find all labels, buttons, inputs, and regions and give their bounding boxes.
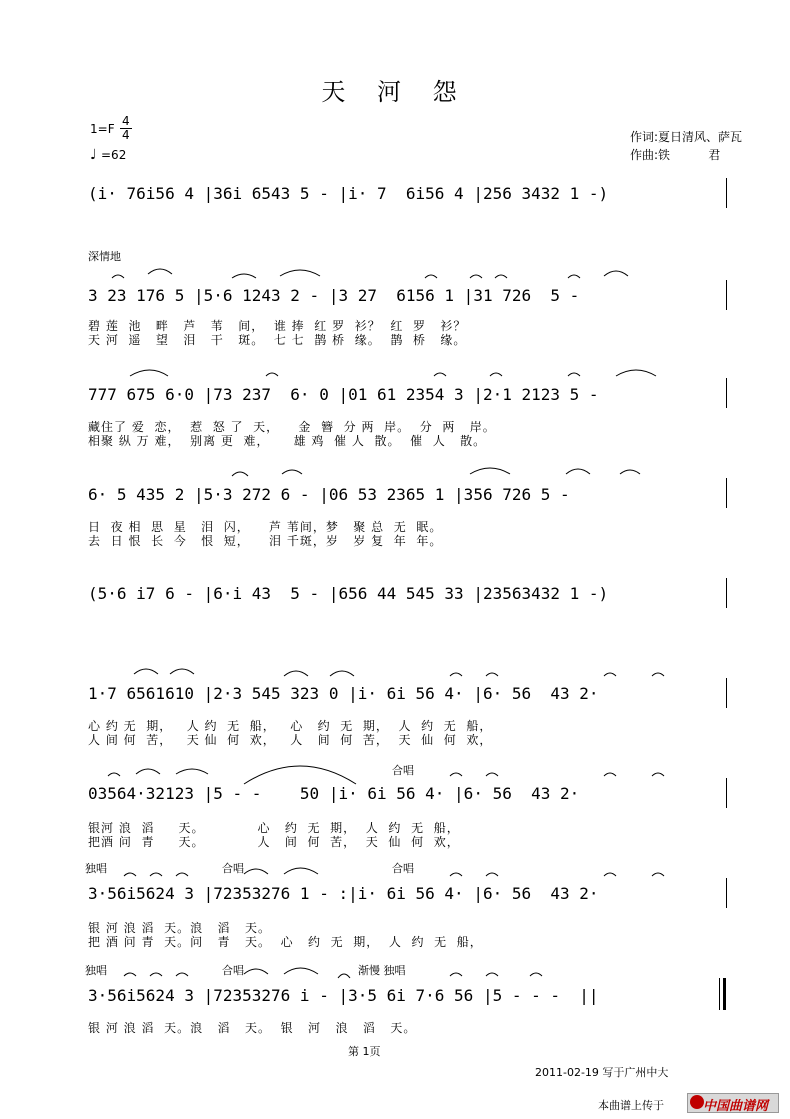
lyric-line: 把酒 问 青 天。 人 间 何 苦， 天 仙 何 欢，	[88, 835, 460, 849]
composition-date: 2011-02-19 写于广州中大	[535, 1066, 669, 1079]
lyric-line: 藏住了 爱 恋， 惹 怒 了 天， 金 簪 分 两 岸。 分 两 岸。	[88, 420, 496, 434]
lyric-line: 银河 浪 滔 天。 心 约 无 期， 人 约 无 船，	[88, 821, 460, 835]
bar-line	[726, 878, 727, 908]
solo-marking: 独唱	[85, 964, 107, 977]
lyric-line: 心 约 无 期， 人 约 无 船， 心 约 无 期， 人 约 无 船，	[88, 719, 493, 733]
notation-line: 6· 5 435 2 |5·3 272 6 - |06 53 2365 1 |356 726 5 -	[88, 485, 570, 504]
final-bar-thin	[719, 978, 720, 1010]
bar-line	[726, 378, 727, 408]
notation-line: 1·7 6561610 |2·3 545 323 0 |i· 6i 56 4· |6· 56 43 2·	[88, 684, 599, 703]
lyric-line: 人 间 何 苦， 天 仙 何 欢， 人 间 何 苦， 天 仙 何 欢，	[88, 733, 493, 747]
notation-line: 03564·32123 |5 - - 50 |i· 6i 56 4· |6· 56 43 2·	[88, 784, 580, 803]
bar-line	[726, 280, 727, 310]
lyric-line: 去 日 恨 长 今 恨 短， 泪 千斑，岁 岁 复 年 年。	[88, 534, 443, 548]
bar-line	[726, 578, 727, 608]
composer-credit: 作曲:铁 君	[630, 148, 721, 162]
page-number: 第 1页	[348, 1045, 381, 1058]
bar-line	[726, 178, 727, 208]
lyric-line: 把 酒 问 青 天。问 青 天。 心 约 无 期， 人 约 无 船，	[88, 935, 483, 949]
chorus-marking: 合唱	[392, 862, 414, 875]
bar-line	[726, 678, 727, 708]
time-sig-bottom: 4	[122, 128, 130, 142]
quarter-note-icon: ♩	[90, 147, 97, 163]
notation-line: 3·56i5624 3 |72353276 1 - :|i· 6i 56 4· |6· 56 43 2·	[88, 884, 599, 903]
lyric-line: 天 河 遥 望 泪 干 斑。 七 七 鹊 桥 缘。 鹊 桥 缘。	[88, 333, 467, 347]
solo-marking: 独唱	[85, 862, 107, 875]
brand-name: 中国曲谱网	[703, 1099, 769, 1114]
chorus-marking: 合唱	[392, 764, 414, 777]
bar-line	[726, 778, 727, 808]
lyric-line: 碧 莲 池 畔 芦 苇 间， 谁 捧 红 罗 衫？ 红 罗 衫？	[88, 319, 467, 333]
upload-note: 本曲谱上传于	[598, 1099, 664, 1112]
tempo-marking: 渐慢 独唱	[358, 964, 406, 977]
lyric-line: 日 夜 相 思 星 泪 闪， 芦 苇间，梦 聚 总 无 眠。	[88, 520, 443, 534]
brand-logo-icon	[690, 1095, 704, 1109]
lyric-line: 银 河 浪 滔 天。浪 滔 天。 银 河 浪 滔 天。	[88, 1021, 417, 1035]
notation-line: (5·6 i7 6 - |6·i 43 5 - |656 44 545 33 |23563432 1 -)	[88, 584, 609, 603]
notation-line: 777 675 6·0 |73 237 6· 0 |01 61 2354 3 |2·1 2123 5 -	[88, 385, 599, 404]
chorus-marking: 合唱	[222, 862, 244, 875]
page-title: 天 河 怨	[321, 78, 469, 106]
lyric-line: 银 河 浪 滔 天。浪 滔 天。	[88, 921, 271, 935]
lyricist-credit: 作词:夏日清风、萨瓦	[630, 130, 743, 144]
final-bar-thick	[723, 978, 726, 1010]
tempo: =62	[101, 148, 127, 162]
bar-line	[726, 478, 727, 508]
notation-line: 3·56i5624 3 |72353276 i - |3·5 6i 7·6 56 |5 - - - ||	[88, 986, 599, 1005]
notation-line: (i· 76i56 4 |36i 6543 5 - |i· 7 6i56 4 |256 3432 1 -)	[88, 184, 609, 203]
expression-marking: 深情地	[88, 250, 121, 263]
key-signature: 1=F	[90, 122, 115, 136]
time-sig-top: 4	[122, 114, 130, 128]
lyric-line: 相聚 纵 万 难， 别离 更 难， 雄 鸡 催 人 散。 催 人 散。	[88, 434, 487, 448]
notation-line: 3 23 176 5 |5·6 1243 2 - |3 27 6156 1 |31 726 5 -	[88, 286, 580, 305]
chorus-marking: 合唱	[222, 964, 244, 977]
